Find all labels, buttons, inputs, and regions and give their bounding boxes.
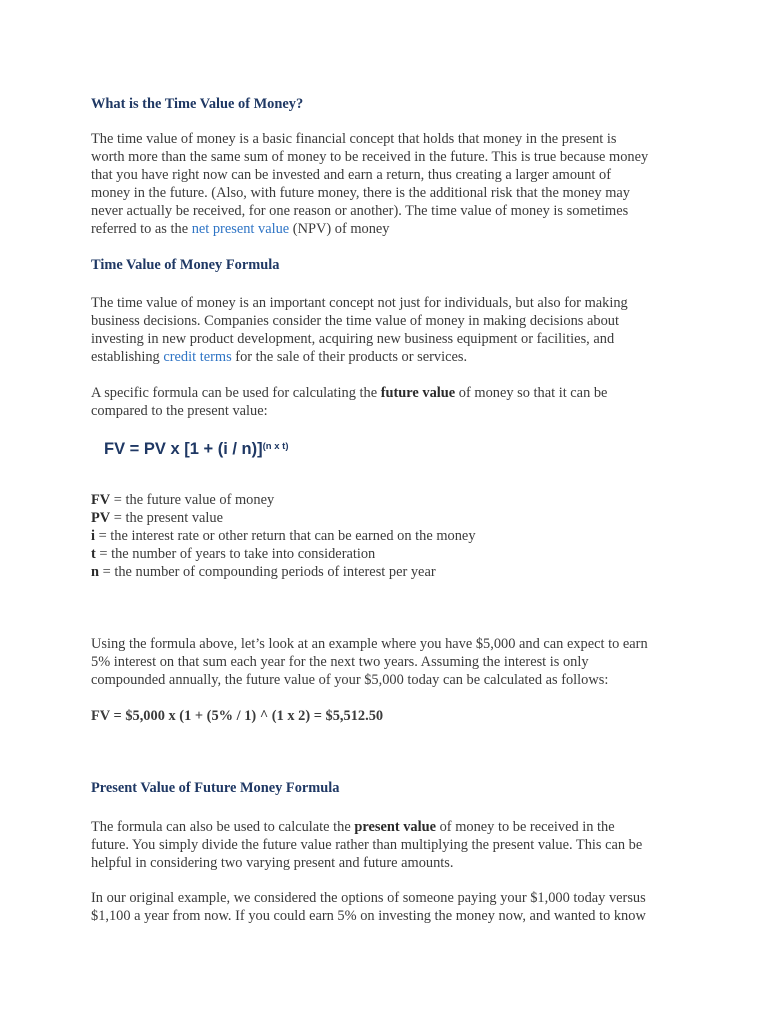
text-line: 5% interest on that sum each year for the next two years. Assuming the interest is only <box>91 654 589 670</box>
text-line <box>91 818 681 836</box>
text-line: $1,100 a year from now. If you could earn 5% on investing the money now, and wanted to know <box>91 908 646 924</box>
text-fragment: establishing <box>91 349 164 365</box>
text-line: investing in new product development, acquiring new business equipment or facilities, and <box>91 331 615 347</box>
formula-exponent: (n x t) <box>262 441 289 452</box>
formula-intro-paragraph <box>91 384 681 420</box>
text-fragment: The formula can also be used to calculate the <box>91 819 355 835</box>
definition-row <box>91 563 681 581</box>
definition-term: FV <box>91 492 111 508</box>
section-heading-present-value: Present Value of Future Money Formula <box>91 780 340 796</box>
definition-row <box>91 545 681 563</box>
text-fragment: referred to as the <box>91 221 192 237</box>
text-line <box>91 348 681 366</box>
intro-paragraph <box>91 130 681 238</box>
text-fragment: for the sale of their products or services. <box>231 349 468 365</box>
text-line <box>91 384 681 402</box>
text-line: business decisions. Companies consider the time value of money in making decisions about <box>91 313 619 329</box>
definition-text: = the number of years to take into consideration <box>95 546 376 562</box>
text-line: money in the future. (Also, with future money, there is the additional risk that the money may <box>91 185 630 201</box>
definition-text: = the present value <box>110 510 223 526</box>
definition-term: t <box>91 546 96 562</box>
variable-definitions <box>91 491 681 581</box>
text-line: compared to the present value: <box>91 403 268 419</box>
text-line: Using the formula above, let’s look at an example where you have $5,000 and can expect to earn <box>91 636 648 652</box>
bold-term-present-value: present value <box>354 819 437 835</box>
definition-term: PV <box>91 510 111 526</box>
text-line: The time value of money is an important concept not just for individuals, but also for making <box>91 295 628 311</box>
definition-text: = the number of compounding periods of interest per year <box>99 564 436 580</box>
credit-terms-link[interactable]: credit terms <box>163 349 232 365</box>
section-heading-time-value: What is the Time Value of Money? <box>91 96 304 112</box>
definition-row <box>91 527 681 545</box>
text-line: In our original example, we considered the options of someone paying your $1,000 today versus <box>91 890 646 906</box>
text-fragment: (NPV) of money <box>289 221 390 237</box>
definition-text: = the future value of money <box>110 492 275 508</box>
definition-text: = the interest rate or other return that can be earned on the money <box>95 528 476 544</box>
text-fragment: A specific formula can be used for calculating the <box>91 385 381 401</box>
original-example-paragraph <box>91 889 681 925</box>
text-line: future. You simply divide the future value rather than multiplying the present value. This can be <box>91 837 643 853</box>
text-line <box>91 220 681 238</box>
net-present-value-link[interactable]: net present value <box>191 221 290 237</box>
formula-main: FV = PV x [1 + (i / n)] <box>104 440 263 458</box>
business-paragraph <box>91 294 681 366</box>
text-line: worth more than the same sum of money to be received in the future. This is true because money <box>91 149 649 165</box>
definition-term: i <box>91 528 95 544</box>
example-paragraph <box>91 635 681 689</box>
future-value-formula <box>104 440 288 458</box>
text-line: compounded annually, the future value of your $5,000 today can be calculated as follows: <box>91 672 609 688</box>
definition-row <box>91 509 681 527</box>
example-calculation: FV = $5,000 x (1 + (5% / 1) ^ (1 x 2) = $5,512.50 <box>91 708 384 724</box>
text-line: helpful in considering two varying present and future amounts. <box>91 855 454 871</box>
definition-row <box>91 491 681 509</box>
present-value-paragraph <box>91 818 681 872</box>
text-line: that you have right now can be invested and earn a return, thus creating a larger amount of <box>91 167 612 183</box>
section-heading-formula: Time Value of Money Formula <box>91 257 280 273</box>
text-line: never actually be received, for one reason or another). The time value of money is sometimes <box>91 203 629 219</box>
text-line: The time value of money is a basic financial concept that holds that money in the present is <box>91 131 617 147</box>
text-fragment: of money to be received in the <box>436 819 615 835</box>
bold-term-future-value: future value <box>380 385 456 401</box>
definition-term: n <box>91 564 100 580</box>
text-fragment: of money so that it can be <box>455 385 608 401</box>
